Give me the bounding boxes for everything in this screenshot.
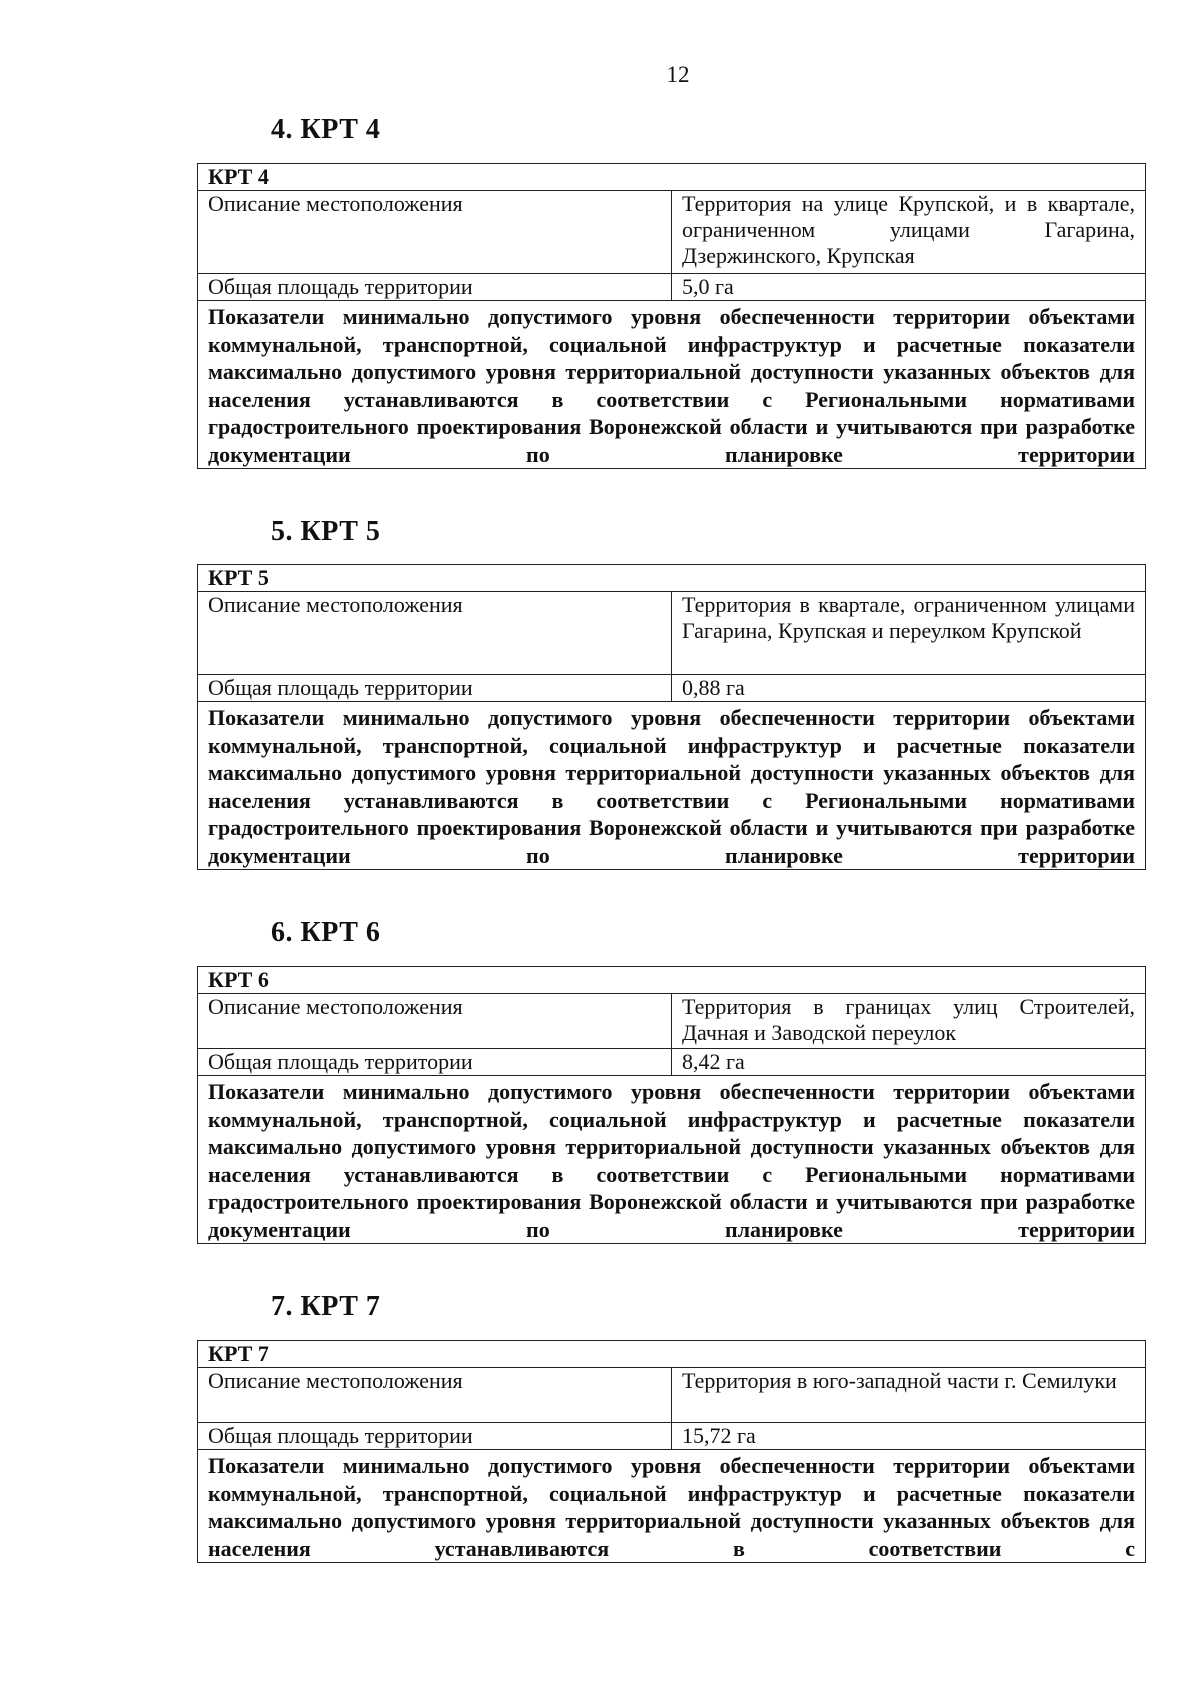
section-heading-krt-5: 5. КРТ 5 — [271, 516, 381, 547]
requirements-note: Показатели минимально допустимого уровня обеспеченности территории объектами коммунальной, транспортной, социальной инфраструктур и расчетные показатели максимально допустимого уровня территориальной доступности указанных объектов для населения устанавливаются в соответствии с Региональными нормативами градостроительного проектирования Воронежской области и учитываются при разработке документации по планировке территории — [198, 1076, 1146, 1244]
krt-table-4 — [197, 163, 1146, 469]
location-value: Территория на улице Крупской, и в квартале, ограниченном улицами Гагарина, Дзержинского, Крупская — [672, 191, 1146, 274]
table-title: КРТ 6 — [198, 967, 1146, 994]
table-title: КРТ 4 — [198, 164, 1146, 191]
area-label: Общая площадь территории — [198, 1423, 672, 1450]
krt-table-7 — [197, 1340, 1146, 1563]
location-label: Описание местоположения — [198, 592, 672, 675]
requirements-note: Показатели минимально допустимого уровня обеспеченности территории объектами коммунальной, транспортной, социальной инфраструктур и расчетные показатели максимально допустимого уровня территориальной доступности указанных объектов для населения устанавливаются в соответствии с — [198, 1450, 1146, 1563]
krt-table-5 — [197, 564, 1146, 870]
location-value: Территория в границах улиц Строителей, Дачная и Заводской переулок — [672, 994, 1146, 1049]
location-label: Описание местоположения — [198, 1368, 672, 1423]
location-label: Описание местоположения — [198, 191, 672, 274]
requirements-note: Показатели минимально допустимого уровня обеспеченности территории объектами коммунальной, транспортной, социальной инфраструктур и расчетные показатели максимально допустимого уровня территориальной доступности указанных объектов для населения устанавливаются в соответствии с Региональными нормативами градостроительного проектирования Воронежской области и учитываются при разработке документации по планировке территории — [198, 301, 1146, 469]
area-label: Общая площадь территории — [198, 1049, 672, 1076]
table-title: КРТ 7 — [198, 1341, 1146, 1368]
requirements-note: Показатели минимально допустимого уровня обеспеченности территории объектами коммунальной, транспортной, социальной инфраструктур и расчетные показатели максимально допустимого уровня территориальной доступности указанных объектов для населения устанавливаются в соответствии с Региональными нормативами градостроительного проектирования Воронежской области и учитываются при разработке документации по планировке территории — [198, 702, 1146, 870]
area-value: 0,88 га — [672, 675, 1146, 702]
area-value: 5,0 га — [672, 274, 1146, 301]
section-heading-krt-4: 4. КРТ 4 — [271, 114, 381, 145]
area-label: Общая площадь территории — [198, 274, 672, 301]
location-value: Территория в квартале, ограниченном улицами Гагарина, Крупская и переулком Крупской — [672, 592, 1146, 675]
area-label: Общая площадь территории — [198, 675, 672, 702]
krt-table-6 — [197, 966, 1146, 1244]
table-title: КРТ 5 — [198, 565, 1146, 592]
section-heading-krt-7: 7. КРТ 7 — [271, 1291, 381, 1322]
area-value: 15,72 га — [672, 1423, 1146, 1450]
section-heading-krt-6: 6. КРТ 6 — [271, 917, 381, 948]
area-value: 8,42 га — [672, 1049, 1146, 1076]
location-value: Территория в юго-западной части г. Семилуки — [672, 1368, 1146, 1423]
location-label: Описание местоположения — [198, 994, 672, 1049]
page-number: 12 — [666, 62, 690, 87]
